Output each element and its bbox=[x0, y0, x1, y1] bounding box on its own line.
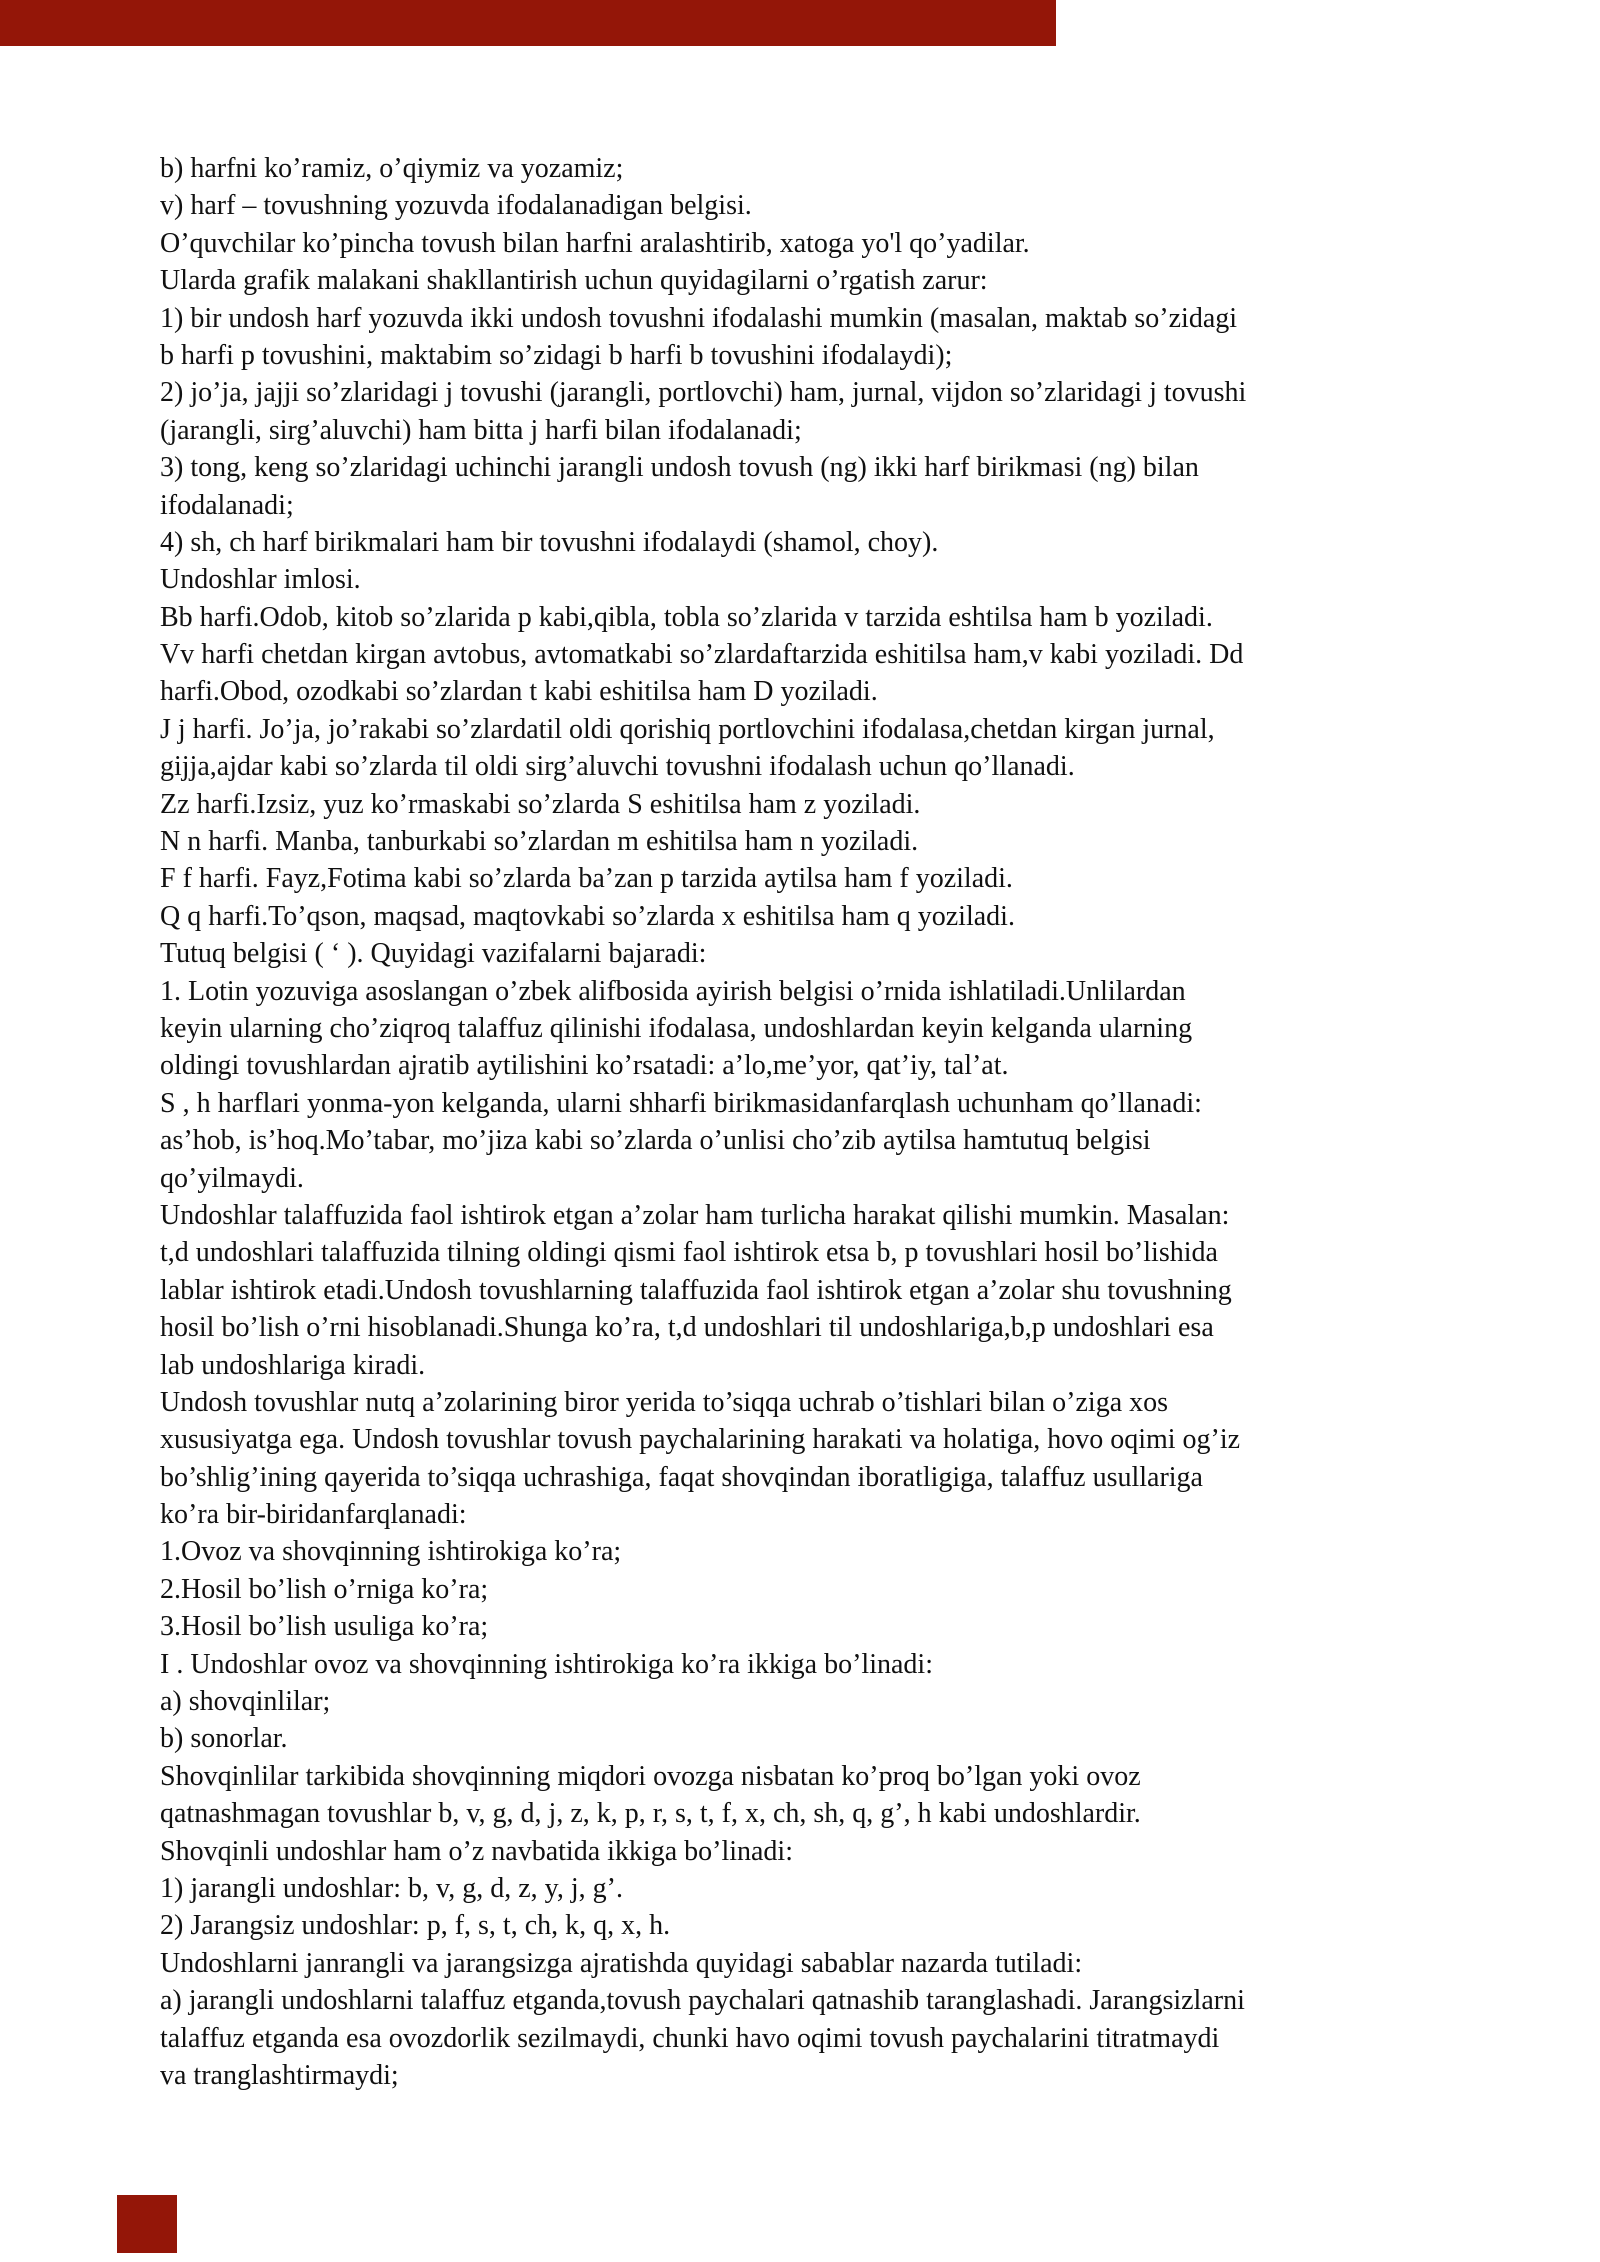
text-line: b) harfni ko’ramiz, o’qiymiz va yozamiz; bbox=[160, 153, 624, 184]
text-line: gijja,ajdar kabi so’zlarda til oldi sirg’aluvchi tovushni ifodalash uchun qo’llanadi. bbox=[160, 751, 1075, 783]
text-line: Ularda grafik malakani shakllantirish uchun quyidagilarni o’rgatish zarur: bbox=[160, 265, 988, 297]
text-line: va tranglashtirmaydi; bbox=[160, 2059, 399, 2091]
text-line: talaffuz etganda esa ovozdorlik sezilmaydi, chunki havo oqimi tovush paychalarini titratmaydi bbox=[160, 2022, 1220, 2054]
text-line: oldingi tovushlardan ajratib aytilishini ko’rsatadi: a’lo,me’yor, qat’iy, tal’at. bbox=[160, 1050, 1009, 1082]
text-line: 1.Ovoz va shovqinning ishtirokiga ko’ra; bbox=[160, 1536, 622, 1568]
text-line: 1. Lotin yozuviga asoslangan o’zbek alifbosida ayirish belgisi o’rnida ishlatiladi.Unlilardan bbox=[160, 975, 1186, 1007]
text-line: ko’ra bir-biridanfarqlanadi: bbox=[160, 1499, 467, 1531]
text-line: 1) jarangli undoshlar: b, v, g, d, z, y, j, g’. bbox=[160, 1872, 623, 1904]
text-line: I . Undoshlar ovoz va shovqinning ishtirokiga ko’ra ikkiga bo’linadi: bbox=[160, 1648, 933, 1680]
text-line: 4) sh, ch harf birikmalari ham bir tovushni ifodalaydi (shamol, choy). bbox=[160, 526, 939, 558]
text-line: 2.Hosil bo’lish o’rniga ko’ra; bbox=[160, 1573, 489, 1605]
text-line: 3.Hosil bo’lish usuliga ko’ra; bbox=[160, 1611, 489, 1643]
text-line: xususiyatga ega. Undosh tovushlar tovush paychalarining harakati va holatiga, hovo oqimi og’iz bbox=[160, 1424, 1241, 1456]
text-line: as’hob, is’hoq.Mo’tabar, mo’jiza kabi so’zlarda o’unlisi cho’zib aytilsa hamtutuq belgisi bbox=[160, 1125, 1151, 1157]
text-line: a) shovqinlilar; bbox=[160, 1686, 331, 1718]
text-line: b harfi p tovushini, maktabim so’zidagi b harfi b tovushini ifodalaydi); bbox=[160, 339, 953, 371]
text-line: N n harfi. Manba, tanburkabi so’zlardan m eshitilsa ham n yoziladi. bbox=[160, 826, 919, 858]
text-line: Undoshlar imlosi. bbox=[160, 564, 361, 596]
text-line: b) sonorlar. bbox=[160, 1723, 288, 1755]
text-line: O’quvchilar ko’pincha tovush bilan harfni aralashtirib, xatoga yo'l qo’yadilar. bbox=[160, 227, 1030, 259]
text-line: Undoshlar talaffuzida faol ishtirok etgan a’zolar ham turlicha harakat qilishi mumkin. Masalan: bbox=[160, 1199, 1230, 1231]
text-line: ifodalanadi; bbox=[160, 489, 294, 521]
text-line: Undosh tovushlar nutq a’zolarining biror yerida to’siqqa uchrab o’tishlari bilan o’ziga xos bbox=[160, 1386, 1169, 1418]
text-line: Undoshlarni janrangli va jarangsizga ajratishda quyidagi sabablar nazarda tutiladi: bbox=[160, 1947, 1083, 1979]
text-line: hosil bo’lish o’rni hisoblanadi.Shunga ko’ra, t,d undoshlari til undoshlariga,b,p undoshlari esa bbox=[160, 1312, 1214, 1344]
text-line: qatnashmagan tovushlar b, v, g, d, j, z, k, p, r, s, t, f, x, ch, sh, q, g’, h kabi undoshlardir. bbox=[160, 1798, 1141, 1830]
text-line: bo’shlig’ining qayerida to’siqqa uchrashiga, faqat shovqindan iboratligiga, talaffuz usullariga bbox=[160, 1461, 1203, 1493]
text-line: keyin ularning cho’ziqroq talaffuz qilinishi ifodalasa, undoshlardan keyin kelganda ularning bbox=[160, 1012, 1193, 1044]
text-line: v) harf – tovushning yozuvda ifodalanadigan belgisi. bbox=[160, 190, 752, 222]
text-line: Bb harfi.Odob, kitob so’zlarida p kabi,qibla, tobla so’zlarida v tarzida eshtilsa ham b yoziladi. bbox=[160, 601, 1213, 633]
top-red-banner bbox=[0, 0, 1056, 46]
text-line: 1) bir undosh harf yozuvda ikki undosh tovushni ifodalashi mumkin (masalan, maktab so’zidagi bbox=[160, 302, 1238, 334]
text-line: J j harfi. Jo’ja, jo’rakabi so’zlardatil oldi qorishiq portlovchini ifodalasa,chetdan kirgan jurnal, bbox=[160, 713, 1215, 745]
text-line: Q q harfi.To’qson, maqsad, maqtovkabi so’zlarda x eshitilsa ham q yoziladi. bbox=[160, 900, 1015, 932]
text-line: 2) jo’ja, jajji so’zlaridagi j tovushi (jarangli, portlovchi) ham, jurnal, vijdon so’zlaridagi j tovushi bbox=[160, 377, 1247, 409]
text-line: lablar ishtirok etadi.Undosh tovushlarning talaffuzida faol ishtirok etgan a’zolar shu tovushning bbox=[160, 1274, 1232, 1306]
text-line: t,d undoshlari talaffuzida tilning oldingi qismi faol ishtirok etsa b, p tovushlari hosil bo’lishida bbox=[160, 1237, 1218, 1269]
text-line: a) jarangli undoshlarni talaffuz etganda,tovush paychalari qatnashib taranglashadi. Jarangsizlarni bbox=[160, 1985, 1245, 2017]
bottom-red-square bbox=[117, 2195, 177, 2253]
text-line: Shovqinli undoshlar ham o’z navbatida ikkiga bo’linadi: bbox=[160, 1835, 793, 1867]
text-line: lab undoshlariga kiradi. bbox=[160, 1349, 426, 1381]
text-line: S , h harflari yonma-yon kelganda, ularni shharfi birikmasidanfarqlash uchunham qo’llanadi: bbox=[160, 1087, 1202, 1119]
text-line: F f harfi. Fayz,Fotima kabi so’zlarda ba’zan p tarzida aytilsa ham f yoziladi. bbox=[160, 863, 1013, 895]
text-line: qo’yilmaydi. bbox=[160, 1162, 304, 1194]
text-line: harfi.Obod, ozodkabi so’zlardan t kabi eshitilsa ham D yoziladi. bbox=[160, 676, 878, 708]
document-text-block bbox=[160, 150, 1500, 2094]
text-line: (jarangli, sirg’aluvchi) ham bitta j harfi bilan ifodalanadi; bbox=[160, 414, 802, 446]
text-line: Vv harfi chetdan kirgan avtobus, avtomatkabi so’zlardaftarzida eshitilsa ham,v kabi yoziladi. Dd bbox=[160, 639, 1244, 671]
text-line: 3) tong, keng so’zlaridagi uchinchi jarangli undosh tovush (ng) ikki harf birikmasi (ng) bilan bbox=[160, 452, 1199, 484]
text-line: Shovqinlilar tarkibida shovqinning miqdori ovozga nisbatan ko’proq bo’lgan yoki ovoz bbox=[160, 1760, 1141, 1792]
text-line: Zz harfi.Izsiz, yuz ko’rmaskabi so’zlarda S eshitilsa ham z yoziladi. bbox=[160, 788, 921, 820]
text-line: 2) Jarangsiz undoshlar: p, f, s, t, ch, k, q, x, h. bbox=[160, 1910, 671, 1942]
text-line: Tutuq belgisi ( ‘ ). Quyidagi vazifalarni bajaradi: bbox=[160, 938, 707, 970]
